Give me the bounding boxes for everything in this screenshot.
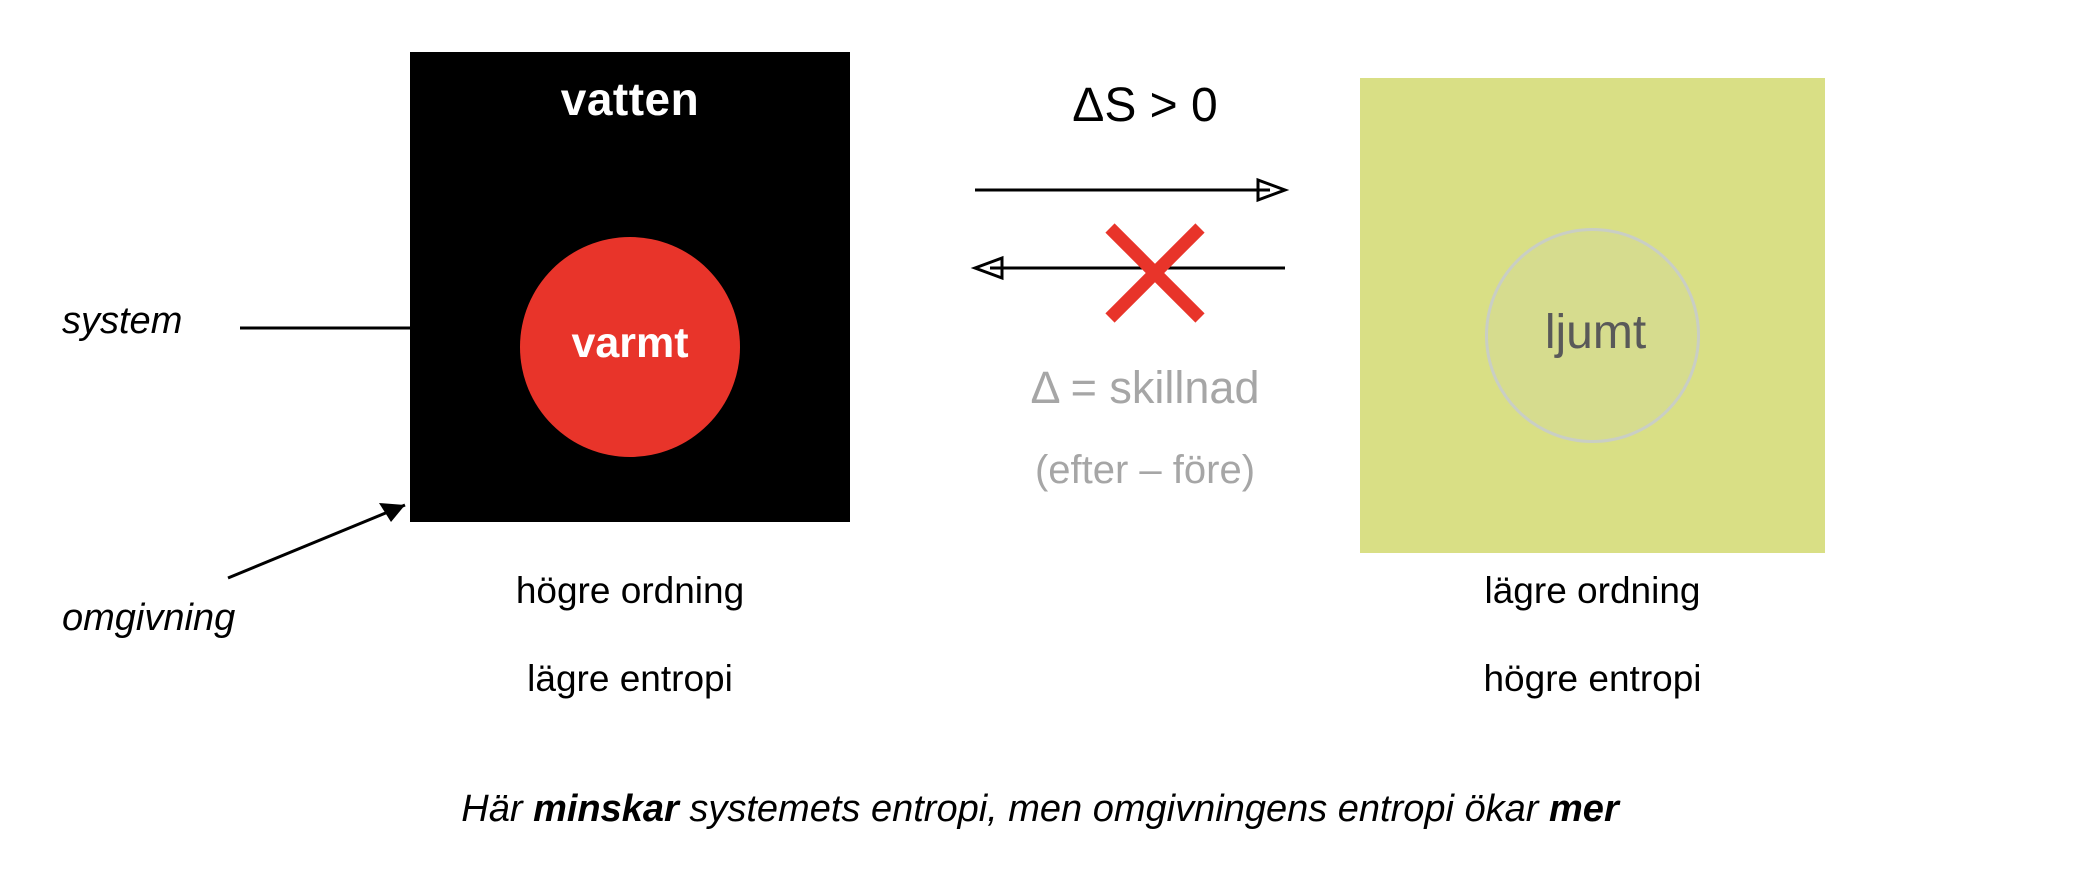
system-box-title: vatten <box>560 73 700 125</box>
bottom-sentence-part2: systemets entropi, men omgivningens entropi ökar <box>678 788 1550 830</box>
annotation-system: system <box>62 300 183 342</box>
system-box <box>410 52 850 522</box>
entropy-condition-label: ΔS > 0 <box>1072 79 1218 132</box>
bottom-sentence-emphasis1: minskar <box>533 788 679 830</box>
red-cross-icon <box>1110 228 1200 318</box>
reverse-arrow-icon <box>975 258 1285 278</box>
delta-definition-label: Δ = skillnad <box>1030 362 1260 413</box>
caption-left-entropy: lägre entropi <box>527 658 733 699</box>
delta-definition-detail-label: (efter – före) <box>1034 448 1256 492</box>
hot-water-label: varmt <box>571 319 689 367</box>
annotation-omgivning: omgivning <box>62 597 236 639</box>
environment-box <box>1360 78 1825 553</box>
caption-right-order: lägre ordning <box>1484 570 1701 611</box>
caption-left-order: högre ordning <box>515 570 745 611</box>
bottom-sentence <box>0 788 2080 831</box>
lukewarm-circle <box>1485 228 1700 443</box>
lukewarm-label: ljumt <box>1544 306 1647 359</box>
bottom-sentence-part1: Här <box>461 788 534 830</box>
hot-water-circle <box>520 237 740 457</box>
forward-arrow-icon <box>975 180 1285 200</box>
leader-line-omgivning <box>228 503 405 578</box>
bottom-sentence-emphasis2: mer <box>1549 788 1619 830</box>
caption-right-entropy: högre entropi <box>1483 658 1702 699</box>
